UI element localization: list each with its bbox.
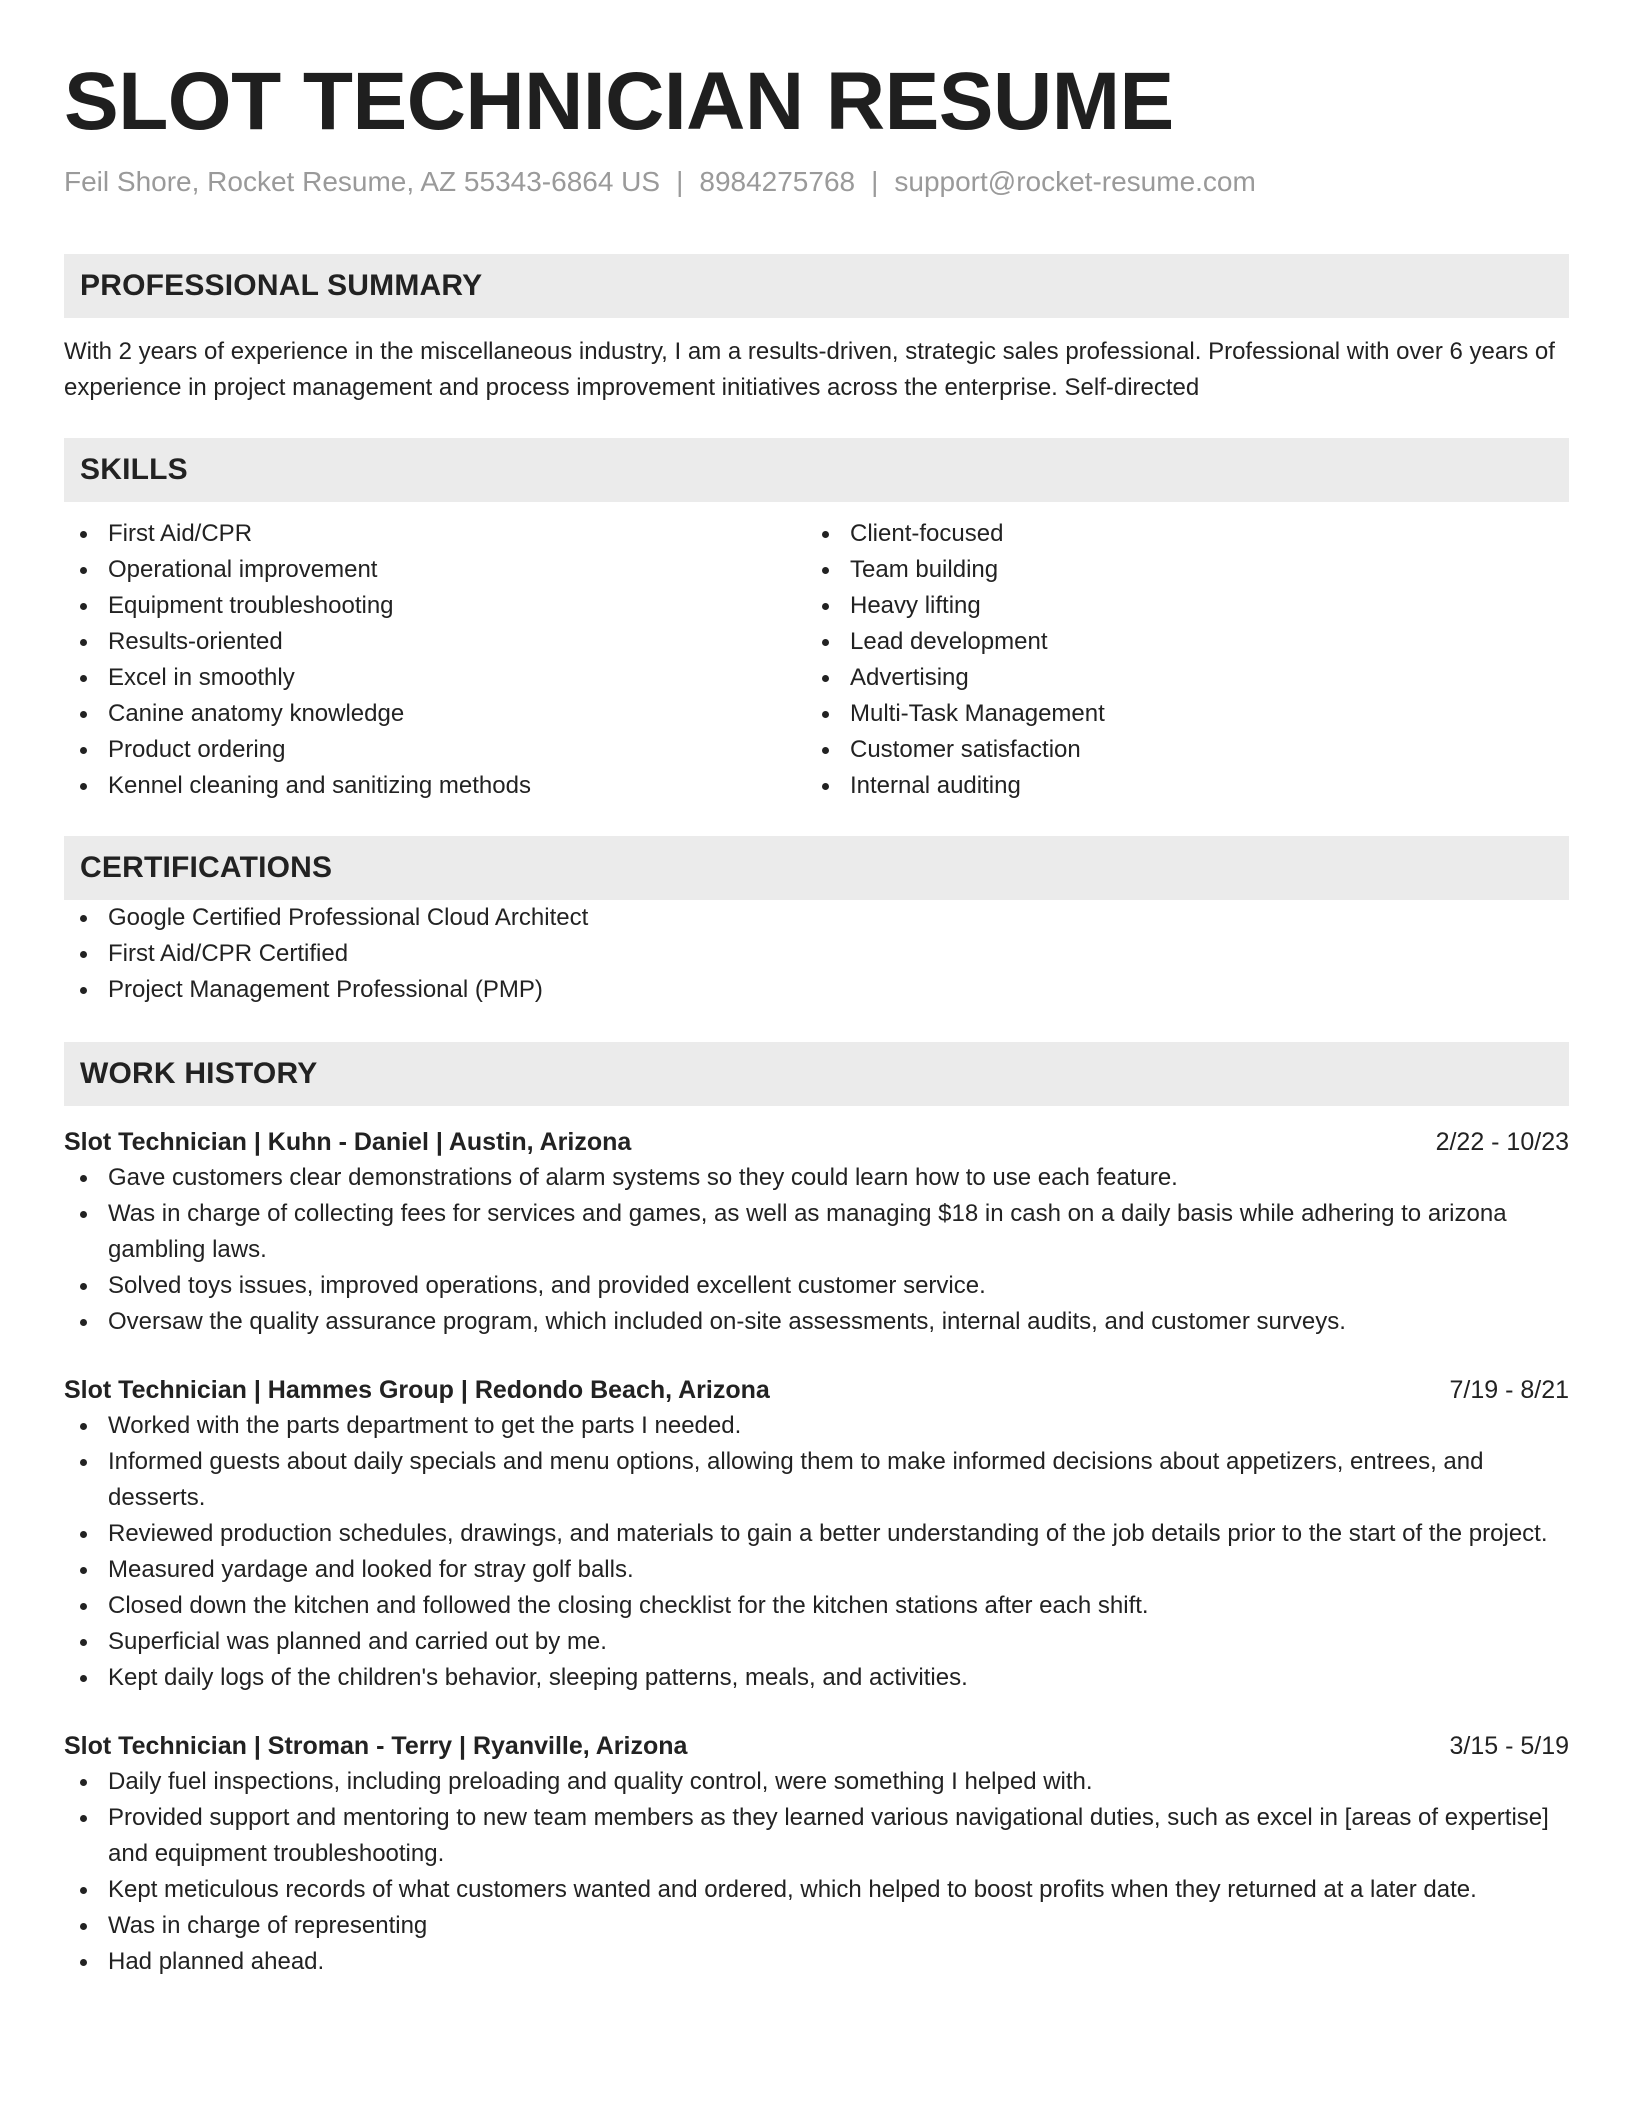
job-duty: Was in charge of representing	[64, 1908, 1569, 1944]
section-header-certifications: CERTIFICATIONS	[64, 836, 1569, 900]
skills-column-left	[64, 516, 806, 804]
job-title: Slot Technician | Kuhn - Daniel | Austin, Arizona	[64, 1128, 632, 1156]
skill-item: Canine anatomy knowledge	[64, 696, 806, 732]
skill-item: Team building	[806, 552, 1548, 588]
job-duty: Reviewed production schedules, drawings, and materials to gain a better understanding of the job details prior to the start of the project.	[64, 1516, 1569, 1552]
skill-item: Equipment troubleshooting	[64, 588, 806, 624]
job-entry	[64, 1124, 1569, 1340]
skills-columns	[64, 516, 1569, 804]
skill-item: Customer satisfaction	[806, 732, 1548, 768]
skill-item: Excel in smoothly	[64, 660, 806, 696]
skill-item: Client-focused	[806, 516, 1548, 552]
skill-item: Product ordering	[64, 732, 806, 768]
skill-item: Internal auditing	[806, 768, 1548, 804]
job-dates: 7/19 - 8/21	[1449, 1376, 1569, 1404]
job-duty: Worked with the parts department to get the parts I needed.	[64, 1408, 1569, 1444]
certification-item: First Aid/CPR Certified	[64, 936, 1569, 972]
contact-separator: |	[676, 166, 684, 197]
job-duty: Provided support and mentoring to new team members as they learned various navigational duties, such as excel in [areas of expertise] and equipment troubleshooting.	[64, 1800, 1569, 1872]
certification-item: Google Certified Professional Cloud Architect	[64, 900, 1569, 936]
skill-item: Kennel cleaning and sanitizing methods	[64, 768, 806, 804]
job-duty: Daily fuel inspections, including preloading and quality control, were something I helped with.	[64, 1764, 1569, 1800]
job-duty: Superficial was planned and carried out by me.	[64, 1624, 1569, 1660]
job-duty: Had planned ahead.	[64, 1944, 1569, 1980]
job-duties-list	[64, 1764, 1569, 1980]
skill-item: Lead development	[806, 624, 1548, 660]
job-title: Slot Technician | Stroman - Terry | Ryanville, Arizona	[64, 1732, 688, 1760]
contact-address: Feil Shore, Rocket Resume, AZ 55343-6864 US	[64, 166, 661, 197]
skill-item: Results-oriented	[64, 624, 806, 660]
section-header-summary: PROFESSIONAL SUMMARY	[64, 254, 1569, 318]
certifications-list	[64, 900, 1569, 1008]
job-duties-list	[64, 1408, 1569, 1696]
skill-item: Operational improvement	[64, 552, 806, 588]
job-entry	[64, 1372, 1569, 1696]
job-duty: Closed down the kitchen and followed the closing checklist for the kitchen stations after each shift.	[64, 1588, 1569, 1624]
certification-item: Project Management Professional (PMP)	[64, 972, 1569, 1008]
job-duty: Kept meticulous records of what customers wanted and ordered, which helped to boost profits when they returned at a later date.	[64, 1872, 1569, 1908]
section-header-skills: SKILLS	[64, 438, 1569, 502]
job-entry	[64, 1728, 1569, 1980]
job-duty: Informed guests about daily specials and menu options, allowing them to make informed decisions about appetizers, entrees, and desserts.	[64, 1444, 1569, 1516]
skills-column-right	[806, 516, 1548, 804]
job-dates: 3/15 - 5/19	[1449, 1732, 1569, 1760]
job-duty: Was in charge of collecting fees for services and games, as well as managing $18 in cash on a daily basis while adhering to arizona gambling laws.	[64, 1196, 1569, 1268]
job-dates: 2/22 - 10/23	[1435, 1128, 1569, 1156]
contact-separator: |	[871, 166, 879, 197]
resume-page	[64, 52, 1569, 1980]
job-header	[64, 1124, 1569, 1160]
job-duty: Kept daily logs of the children's behavior, sleeping patterns, meals, and activities.	[64, 1660, 1569, 1696]
resume-title: SLOT TECHNICIAN RESUME	[64, 56, 1174, 147]
skill-item: Advertising	[806, 660, 1548, 696]
job-duty: Measured yardage and looked for stray golf balls.	[64, 1552, 1569, 1588]
skill-item: Multi-Task Management	[806, 696, 1548, 732]
skills-list-left	[64, 516, 806, 804]
job-duty: Gave customers clear demonstrations of alarm systems so they could learn how to use each feature.	[64, 1160, 1569, 1196]
summary-text: With 2 years of experience in the miscellaneous industry, I am a results-driven, strategic sales professional. Professional with over 6 years of experience in project management and process improvement initiatives across the enterprise. Self-directed	[64, 338, 1555, 401]
contact-phone: 8984275768	[699, 166, 856, 197]
contact-email: support@rocket-resume.com	[894, 166, 1256, 197]
skill-item: First Aid/CPR	[64, 516, 806, 552]
job-header	[64, 1372, 1569, 1408]
job-duty: Oversaw the quality assurance program, which included on-site assessments, internal audits, and customer surveys.	[64, 1304, 1569, 1340]
skills-list-right	[806, 516, 1548, 804]
job-title: Slot Technician | Hammes Group | Redondo Beach, Arizona	[64, 1376, 770, 1404]
job-header	[64, 1728, 1569, 1764]
skill-item: Heavy lifting	[806, 588, 1548, 624]
contact-line	[64, 162, 1569, 202]
job-duty: Solved toys issues, improved operations, and provided excellent customer service.	[64, 1268, 1569, 1304]
job-duties-list	[64, 1160, 1569, 1340]
section-header-work-history: WORK HISTORY	[64, 1042, 1569, 1106]
